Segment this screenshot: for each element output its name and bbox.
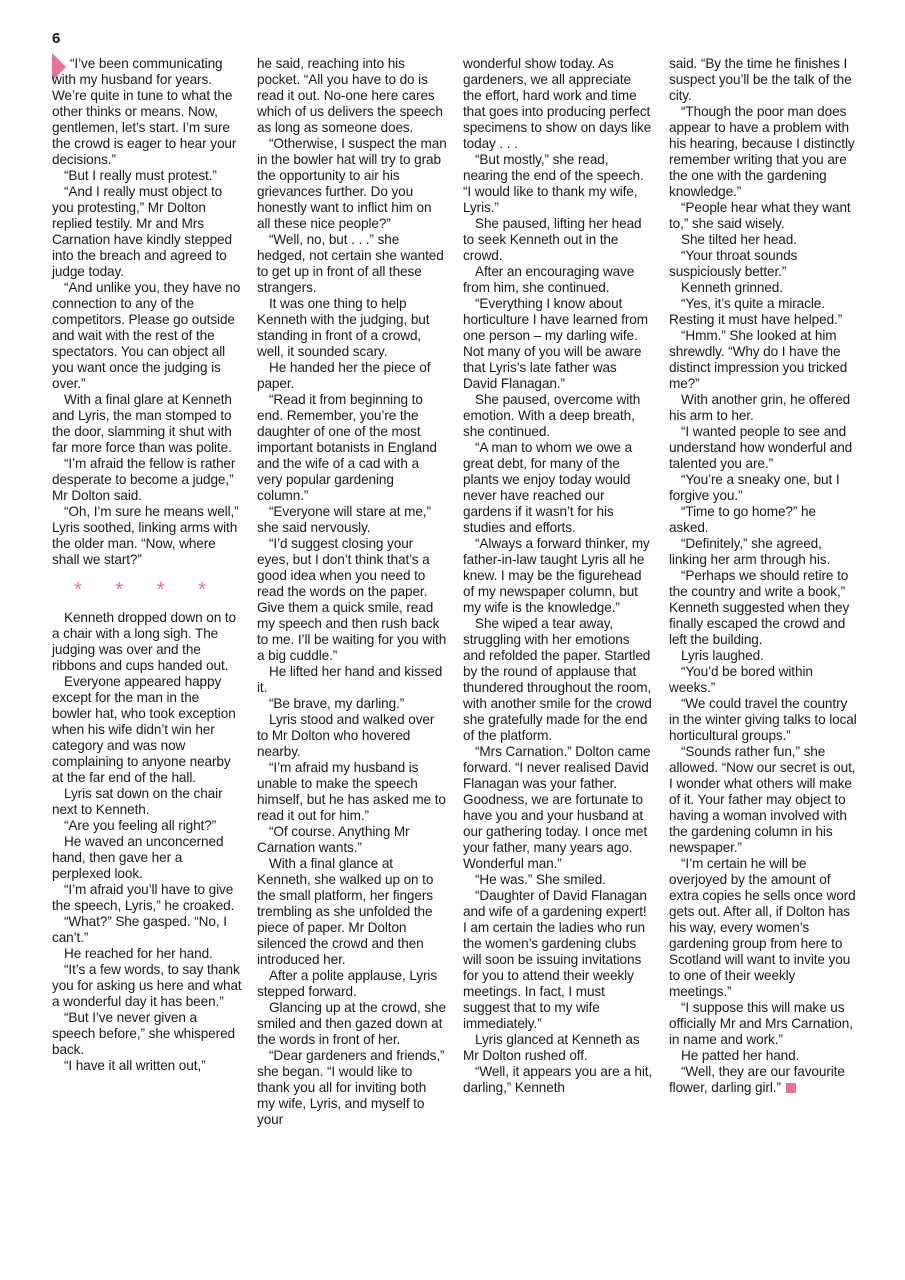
paragraph: She paused, lifting her head to seek Kenneth out in the crowd. xyxy=(463,216,642,263)
paragraph: Lyris stood and walked over to Mr Dolton who hovered nearby. xyxy=(257,712,435,759)
paragraph: He waved an unconcerned hand, then gave her a perplexed look. xyxy=(52,834,224,881)
paragraph: Everyone appeared happy except for the man in the bowler hat, who took exception when his wife didn’t win her category and was now complaining to anyone nearby at the far end of the hall. xyxy=(52,674,236,785)
end-of-story-icon xyxy=(786,1083,796,1093)
paragraph: “It’s a few words, to say thank you for asking us here and what a wonderful day it has been.” xyxy=(52,962,242,1009)
text-column-4 xyxy=(669,56,859,1096)
paragraph: Lyris glanced at Kenneth as Mr Dolton rushed off. xyxy=(463,1032,640,1063)
paragraph: “I’m afraid the fellow is rather desperate to become a judge,” Mr Dolton said. xyxy=(52,456,236,503)
paragraph: “Perhaps we should retire to the country and write a book,” Kenneth suggested when they finally escaped the crowd and left the building. xyxy=(669,568,850,647)
text-column-2 xyxy=(257,56,447,1128)
paragraph: “I suppose this will make us officially Mr and Mrs Carnation, in name and work.” xyxy=(669,1000,853,1047)
scene-break: * * * * xyxy=(74,579,220,601)
paragraph: “I’ve been communicating with my husband for years. We’re quite in tune to what the other thinks or means. Now, gentlemen, let’s start. I’m sure the crowd is eager to hear your decisions.” xyxy=(52,56,237,167)
paragraph: “Dear gardeners and friends,” she began. “I would like to thank you all for inviting both my wife, Lyris, and myself to your xyxy=(257,1048,445,1127)
paragraph: “People hear what they want to,” she said wisely. xyxy=(669,200,851,231)
paragraph: “You’d be bored within weeks.” xyxy=(669,664,813,695)
paragraph: Glancing up at the crowd, she smiled and then gazed down at the words in front of her. xyxy=(257,1000,446,1047)
final-paragraph xyxy=(669,1064,859,1096)
paragraph: “A man to whom we owe a great debt, for many of the plants we enjoy today would never have reached our gardens if it wasn’t for his studies and efforts. xyxy=(463,440,633,535)
paragraph: Kenneth dropped down on to a chair with a long sigh. The judging was over and the ribbons and cups handed out. xyxy=(52,610,236,673)
paragraph-text: “Well, they are our favourite flower, darling girl.” xyxy=(669,1064,845,1095)
paragraph: “Everyone will stare at me,” she said nervously. xyxy=(257,504,431,535)
paragraph: “Sounds rather fun,” she allowed. “Now our secret is out, I wonder what others will make of it. Your father may object to having a woman involved with the gardening column in his newspaper.” xyxy=(669,744,856,855)
paragraph: He reached for her hand. xyxy=(64,946,213,961)
paragraph: “I’m afraid my husband is unable to make the speech himself, but he has asked me to read it out for him.” xyxy=(257,760,446,823)
paragraph: “Your throat sounds suspiciously better.” xyxy=(669,248,798,279)
paragraph: He lifted her hand and kissed it. xyxy=(257,664,443,695)
text-column-3 xyxy=(463,56,653,1096)
paragraph: “Hmm.” She looked at him shrewdly. “Why do I have the distinct impression you tricked me?” xyxy=(669,328,848,391)
paragraph: “Are you feeling all right?” xyxy=(64,818,217,833)
paragraph: He patted her hand. xyxy=(681,1048,800,1063)
paragraph: “And I really must object to you protesting,” Mr Dolton replied testily. Mr and Mrs Carnation have kindly stepped into the breach and agreed to judge today. xyxy=(52,184,232,279)
paragraph: She paused, overcome with emotion. With a deep breath, she continued. xyxy=(463,392,641,439)
paragraph: “We could travel the country in the winter giving talks to local horticultural groups.” xyxy=(669,696,857,743)
paragraph: “Oh, I’m sure he means well,” Lyris soothed, linking arms with the older man. “Now, where shall we start?” xyxy=(52,504,239,567)
text-column-1 xyxy=(52,56,242,1074)
paragraph: After an encouraging wave from him, she continued. xyxy=(463,264,635,295)
paragraph: With another grin, he offered his arm to her. xyxy=(669,392,851,423)
paragraph: “You’re a sneaky one, but I forgive you.” xyxy=(669,472,840,503)
paragraph: “Well, no, but . . .” she hedged, not certain she wanted to get up in front of all these strangers. xyxy=(257,232,444,295)
paragraph: said. “By the time he finishes I suspect you’ll be the talk of the city. xyxy=(669,56,852,103)
paragraph: He handed her the piece of paper. xyxy=(257,360,431,391)
paragraph: “What?” She gasped. “No, I can’t.” xyxy=(52,914,227,945)
paragraph: Lyris sat down on the chair next to Kenneth. xyxy=(52,786,223,817)
paragraph: She wiped a tear away, struggling with her emotions and refolded the paper. Startled by the round of applause that thundered throughout the room, with another smile for the crowd she gratefully made for the end of the platform. xyxy=(463,616,652,743)
paragraph: “Always a forward thinker, my father-in-law taught Lyris all he knew. I may be the figurehead of my newspaper column, but my wife is the knowledge.” xyxy=(463,536,650,615)
paragraph: “He was.” She smiled. xyxy=(475,872,606,887)
paragraph: “But I’ve never given a speech before,” she whispered back. xyxy=(52,1010,235,1057)
paragraph: “Daughter of David Flanagan and wife of a gardening expert! I am certain the ladies who run the women’s gardening clubs will soon be issuing invitations for you to attend their weekly meetings. In fact, I must suggest that to my wife immediately.” xyxy=(463,888,647,1031)
paragraph: “Yes, it’s quite a miracle. Resting it must have helped.” xyxy=(669,296,843,327)
paragraph: “Though the poor man does appear to have a problem with his hearing, because I distinctly remember writing that you are the one with the gardening knowledge.” xyxy=(669,104,855,199)
paragraph: With a final glare at Kenneth and Lyris, the man stomped to the door, slamming it shut with far more force than was polite. xyxy=(52,392,232,455)
paragraph: “And unlike you, they have no connection to any of the competitors. Please go outside and wait with the rest of the spectators. You can object all you want once the judging is over.” xyxy=(52,280,241,391)
paragraph: “Time to go home?” he asked. xyxy=(669,504,816,535)
paragraph: he said, reaching into his pocket. “All you have to do is read it out. No-one here cares which of us delivers the speech as long as someone does. xyxy=(257,56,443,135)
paragraph: “Of course. Anything Mr Carnation wants.” xyxy=(257,824,410,855)
paragraph: She tilted her head. xyxy=(681,232,797,247)
paragraph: “I’d suggest closing your eyes, but I don’t think that’s a good idea when you need to read the words on the paper. Give them a quick smile, read my speech and then rush back to me. I’ll be waiting for you with a big cuddle.” xyxy=(257,536,447,663)
paragraph: With a final glance at Kenneth, she walked up on to the small platform, her fingers trembling as she unfolded the piece of paper. Mr Dolton silenced the crowd and then introduced her. xyxy=(257,856,434,967)
paragraph: “Otherwise, I suspect the man in the bowler hat will try to grab the opportunity to air his grievances further. Do you honestly want to inflict him on all these nice people?” xyxy=(257,136,447,231)
paragraph: “Well, it appears you are a hit, darling,” Kenneth xyxy=(463,1064,653,1095)
paragraph: “I’m certain he will be overjoyed by the amount of extra copies he sells once word gets out. After all, if Dolton has his way, every women’s gardening group from here to Scotland will want to invite you to one of their weekly meetings.” xyxy=(669,856,856,999)
paragraph: “Everything I know about horticulture I have learned from one person – my darling wife. Not many of you will be aware that Lyris’s late father was David Flanagan.” xyxy=(463,296,648,391)
paragraph: “I’m afraid you’ll have to give the speech, Lyris,” he croaked. xyxy=(52,882,235,913)
paragraph: “Read it from beginning to end. Remember, you’re the daughter of one of the most important botanists in England and the wife of a cad with a very popular gardening column.” xyxy=(257,392,437,503)
paragraph: It was one thing to help Kenneth with the judging, but standing in front of a crowd, well, it sounded scary. xyxy=(257,296,430,359)
paragraph: “I have it all written out,” xyxy=(64,1058,206,1073)
paragraph: Kenneth grinned. xyxy=(681,280,783,295)
paragraph: “But mostly,” she read, nearing the end of the speech. “I would like to thank my wife, Lyris.” xyxy=(463,152,644,215)
paragraph: After a polite applause, Lyris stepped forward. xyxy=(257,968,438,999)
paragraph: “Definitely,” she agreed, linking her arm through his. xyxy=(669,536,831,567)
paragraph: “Be brave, my darling.” xyxy=(269,696,405,711)
page-number: 6 xyxy=(52,30,61,47)
paragraph: “I wanted people to see and understand how wonderful and talented you are.” xyxy=(669,424,853,471)
paragraph: wonderful show today. As gardeners, we all appreciate the effort, hard work and time that goes into producing perfect specimens to show on days like today . . . xyxy=(463,56,652,151)
paragraph: “Mrs Carnation.” Dolton came forward. “I never realised David Flanagan was your father. Goodness, we are fortunate to have you and your husband at our gathering today. I once met your father, many years ago. Wonderful man.” xyxy=(463,744,651,871)
paragraph: Lyris laughed. xyxy=(681,648,764,663)
paragraph: “But I really must protest.” xyxy=(64,168,217,183)
